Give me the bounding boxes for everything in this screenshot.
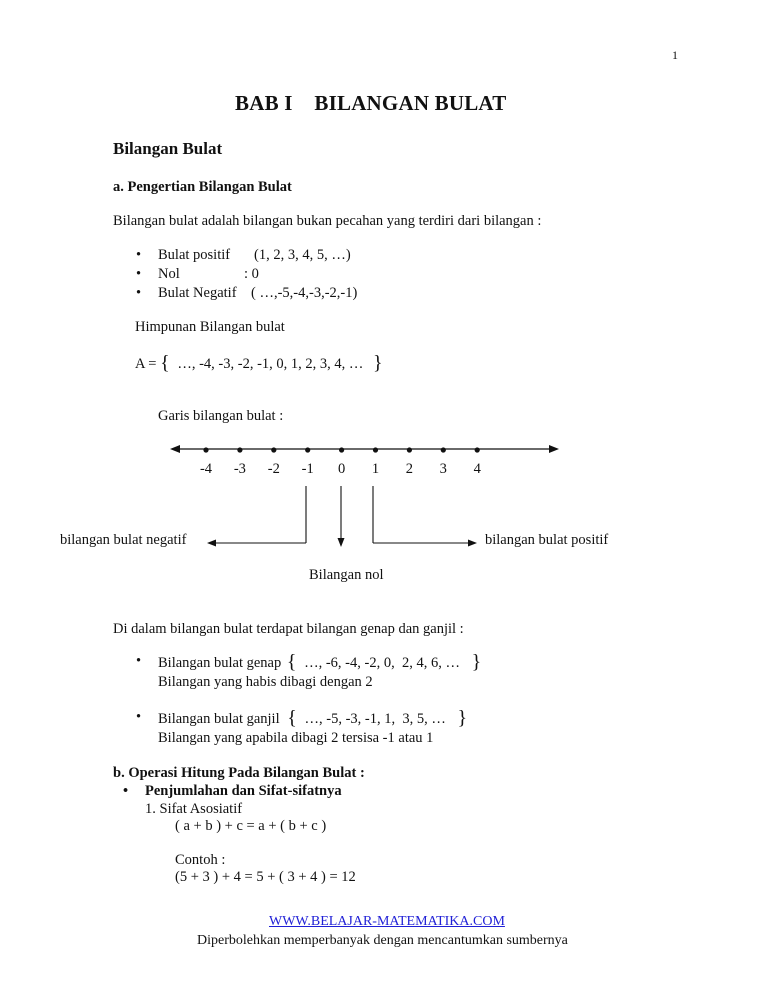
set-prefix: A =	[135, 356, 157, 372]
positive-label: bilangan bulat positif	[485, 532, 609, 548]
kind-positive-value: (1, 2, 3, 4, 5, …)	[254, 247, 351, 263]
tick-label: 2	[405, 461, 414, 477]
tick-dot	[237, 447, 242, 452]
set-label: Himpunan Bilangan bulat	[135, 319, 285, 335]
tick-dot	[305, 447, 310, 452]
tick-dot	[373, 447, 378, 452]
tick-dot	[339, 447, 344, 452]
tick-label: -4	[199, 461, 213, 477]
kind-zero-value: : 0	[244, 266, 259, 282]
property-1-title: 1. Sifat Asosiatif	[145, 801, 243, 817]
footer-website-link[interactable]: WWW.BELAJAR-MATEMATIKA.COM	[269, 914, 505, 929]
even-description: Bilangan yang habis dibagi dengan 2	[158, 674, 373, 690]
right-arrow-icon	[549, 445, 559, 453]
even-open-brace: {	[286, 651, 297, 673]
tick-label: 1	[371, 461, 380, 477]
even-name: Bilangan bulat genap	[158, 655, 282, 671]
tick-label: -2	[267, 461, 280, 477]
operation-heading: • Penjumlahan dan Sifat-sifatnya	[145, 782, 342, 800]
section-title: Bilangan Bulat	[113, 139, 223, 158]
intro-text: Bilangan bulat adalah bilangan bukan pecahan yang terdiri dari bilangan :	[113, 213, 542, 229]
tick-label: 4	[473, 461, 481, 477]
kind-negative-name: Bulat Negatif	[158, 285, 237, 301]
tick-label: 0	[337, 461, 346, 477]
subsection-b-heading: b. Operasi Hitung Pada Bilangan Bulat :	[113, 765, 365, 781]
tick-dot	[441, 447, 446, 452]
left-arrow-icon	[170, 445, 180, 453]
tick-dots	[203, 447, 479, 452]
odd-description: Bilangan yang apabila dibagi 2 tersisa -1 atau 1	[158, 730, 434, 746]
example-label: Contoh :	[175, 852, 226, 868]
example-expression: (5 + 3 ) + 4 = 5 + ( 3 + 4 ) = 12	[175, 869, 356, 885]
page-number: 1	[672, 48, 678, 62]
tick-label: 3	[439, 461, 447, 477]
tick-dot	[475, 447, 480, 452]
even-odd-intro: Di dalam bilangan bulat terdapat bilangan genap dan ganjil :	[113, 621, 464, 637]
tick-dot	[203, 447, 208, 452]
kind-zero-name: Nol	[158, 266, 180, 282]
zero-arrow-icon	[338, 538, 345, 547]
numberline-label: Garis bilangan bulat :	[158, 408, 284, 424]
zero-label: Bilangan nol	[309, 567, 384, 583]
odd-open-brace: {	[287, 707, 297, 729]
kind-negative-value: ( …,-5,-4,-3,-2,-1)	[251, 285, 358, 301]
odd-set: …, -5, -3, -1, 1, 3, 5, …	[304, 711, 446, 727]
chapter-title: BAB I BILANGAN BULAT	[235, 91, 507, 115]
negative-arrow-icon	[207, 540, 216, 547]
set-open-brace: {	[160, 352, 170, 374]
even-close-brace: }	[471, 651, 482, 673]
odd-name: Bilangan bulat ganjil	[158, 711, 280, 727]
subsection-a-heading: a. Pengertian Bilangan Bulat	[113, 179, 292, 195]
footer-note: Diperbolehkan memperbanyak dengan mencantumkan sumbernya	[197, 933, 568, 948]
set-elements: …, -4, -3, -2, -1, 0, 1, 2, 3, 4, …	[177, 356, 364, 372]
tick-label: -3	[233, 461, 246, 477]
set-close-brace: }	[373, 352, 383, 374]
associative-formula: ( a + b ) + c = a + ( b + c )	[175, 818, 327, 834]
odd-item	[158, 708, 467, 728]
even-item	[158, 652, 481, 672]
positive-arrow-icon	[468, 540, 477, 547]
even-set: …, -6, -4, -2, 0, 2, 4, 6, …	[304, 655, 460, 671]
negative-label: bilangan bulat negatif	[60, 532, 187, 548]
odd-close-brace: }	[457, 707, 468, 729]
tick-dot	[407, 447, 412, 452]
tick-dot	[271, 447, 276, 452]
tick-label: -1	[301, 461, 314, 477]
kind-positive-name: Bulat positif	[158, 247, 231, 263]
